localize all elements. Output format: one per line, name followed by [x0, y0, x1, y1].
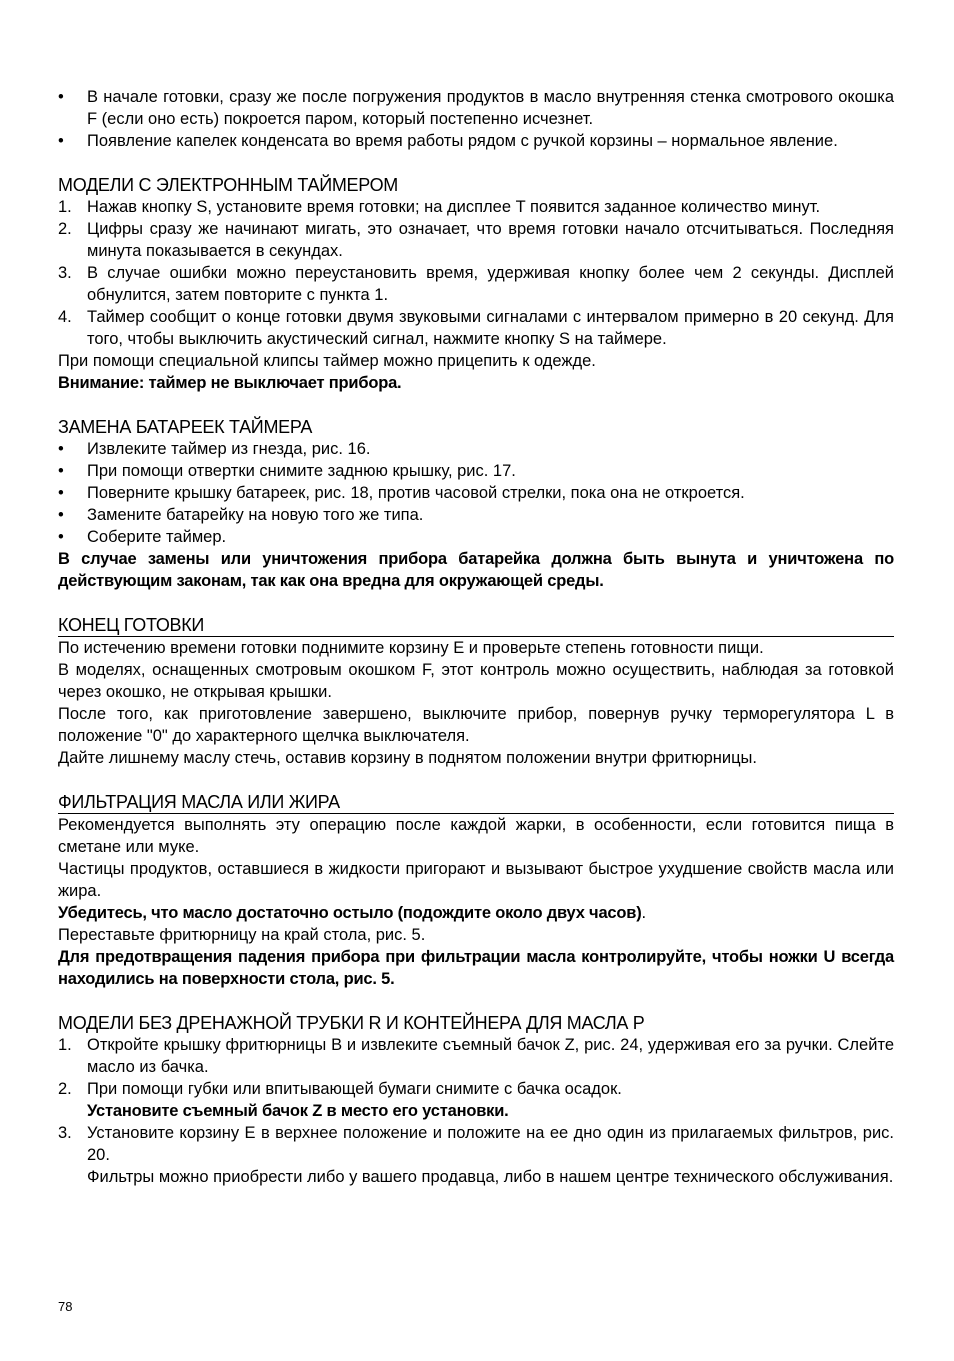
bullet-mark: •: [58, 440, 64, 458]
battery-bullet-2: • При помощи отвертки снимите заднюю крышку, рис. 17.: [58, 462, 516, 480]
nodrain-step-2-bold: Установите съемный бачок Z в место его установки.: [87, 1102, 509, 1120]
battery-bullet-1: • Извлеките таймер из гнезда, рис. 16.: [58, 440, 371, 458]
timer-steps: [58, 196, 894, 350]
bullet-mark: •: [58, 132, 64, 150]
nodrain-step-1: 1. Откройте крышку фритюрницы B и извлеките съемный бачок Z, рис. 24, удерживая его за ручки. Слейте масло из бачка.: [58, 1036, 894, 1076]
timer-note: При помощи специальной клипсы таймер можно прицепить к одежде.: [58, 352, 596, 370]
battery-bullet-4: • Замените батарейку на новую того же типа.: [58, 506, 424, 524]
filter-cooling-bold: Убедитесь, что масло достаточно остыло (подождите около двух часов): [58, 904, 642, 922]
nodrain-steps: [58, 1034, 894, 1188]
intro-bullet-2: • Появление капелек конденсата во время работы рядом с ручкой корзины – нормальное явление.: [58, 132, 838, 150]
bullet-mark: •: [58, 484, 64, 502]
end-paragraph-2: В моделях, оснащенных смотровым окошком F, этот контроль можно осуществить, наблюдая за готовкой через окошко, не открывая крышки.: [58, 661, 894, 701]
filter-paragraph-2: Частицы продуктов, оставшиеся в жидкости пригорают и вызывают быстрое ухудшение свойств масла или жира.: [58, 860, 894, 900]
end-paragraph-3: После того, как приготовление завершено, выключите прибор, повернув ручку терморегулятора L в положение "0" до характерного щелчка выключателя.: [58, 705, 894, 745]
bullet-mark: •: [58, 88, 64, 106]
end-heading: КОНЕЦ ГОТОВКИ: [58, 614, 894, 637]
timer-step-1: 1. Нажав кнопку S, установите время готовки; на дисплее T появится заданное количество минут.: [58, 198, 821, 216]
end-paragraph-1: По истечению времени готовки поднимите корзину E и проверьте степень готовности пищи.: [58, 639, 764, 657]
bullet-mark: •: [58, 462, 64, 480]
page-number: 78: [58, 1299, 73, 1314]
timer-step-4: 4. Таймер сообщит о конце готовки двумя звуковыми сигналами с интервалом примерно в 20 секунд. Для того, чтобы выключить акустический сигнал, нажмите кнопку S на таймере.: [58, 308, 894, 348]
intro-bullet-list: [58, 86, 894, 152]
timer-step-2: 2. Цифры сразу же начинают мигать, это означает, что время готовки начало отсчитываться. Последняя минута показывается в секундах.: [58, 220, 894, 260]
battery-bullet-list: [58, 438, 894, 548]
filter-cooling-note: Убедитесь, что масло достаточно остыло (подождите около двух часов).: [58, 904, 647, 922]
timer-warning: Внимание: таймер не выключает прибора.: [58, 374, 402, 392]
bullet-mark: •: [58, 506, 64, 524]
filter-heading: ФИЛЬТРАЦИЯ МАСЛА ИЛИ ЖИРА: [58, 791, 894, 814]
nodrain-step-3-extra: Фильтры можно приобрести либо у вашего продавца, либо в нашем центре технического обслуживания.: [87, 1168, 894, 1186]
filter-paragraph-3: Переставьте фритюрницу на край стола, рис. 5.: [58, 926, 426, 944]
intro-bullet-1: • В начале готовки, сразу же после погружения продуктов в масло внутренняя стенка смотрового окошка F (если оно есть) покроется паром, который постепенно исчезнет.: [58, 88, 894, 128]
battery-bullet-5: • Соберите таймер.: [58, 528, 227, 546]
nodrain-step-2: 2. При помощи губки или впитывающей бумаги снимите с бачка осадок. Установите съемный бачок Z в место его установки.: [58, 1078, 894, 1122]
battery-heading: ЗАМЕНА БАТАРЕЕК ТАЙМЕРА: [58, 417, 313, 437]
battery-warning: В случае замены или уничтожения прибора батарейка должна быть вынута и уничтожена по действующим законам, так как она вредна для окружающей среды.: [58, 550, 894, 590]
nodrain-step-3: 3. Установите корзину E в верхнее положение и положите на ее дно один из прилагаемых фильтров, рис. 20. Фильтры можно приобрести либо у вашего продавца, либо в нашем центре технического обслуживания.: [58, 1124, 894, 1186]
battery-bullet-3: • Поверните крышку батареек, рис. 18, против часовой стрелки, пока она не откроется.: [58, 484, 745, 502]
document-page: [58, 86, 894, 1188]
filter-warning: Для предотвращения падения прибора при фильтрации масла контролируйте, чтобы ножки U всегда находились на поверхности стола, рис. 5.: [58, 948, 894, 988]
filter-paragraph-1: Рекомендуется выполнять эту операцию после каждой жарки, в особенности, если готовится пища в сметане или муке.: [58, 816, 894, 856]
timer-step-3: 3. В случае ошибки можно переустановить время, удерживая кнопку более чем 2 секунды. Дисплей обнулится, затем повторите с пункта 1.: [58, 264, 894, 304]
end-paragraph-4: Дайте лишнему маслу стечь, оставив корзину в поднятом положении внутри фритюрницы.: [58, 749, 757, 767]
timer-heading: МОДЕЛИ С ЭЛЕКТРОННЫМ ТАЙМЕРОМ: [58, 175, 398, 195]
bullet-mark: •: [58, 528, 64, 546]
nodrain-heading: МОДЕЛИ БЕЗ ДРЕНАЖНОЙ ТРУБКИ R И КОНТЕЙНЕРА ДЛЯ МАСЛА P: [58, 1013, 645, 1033]
